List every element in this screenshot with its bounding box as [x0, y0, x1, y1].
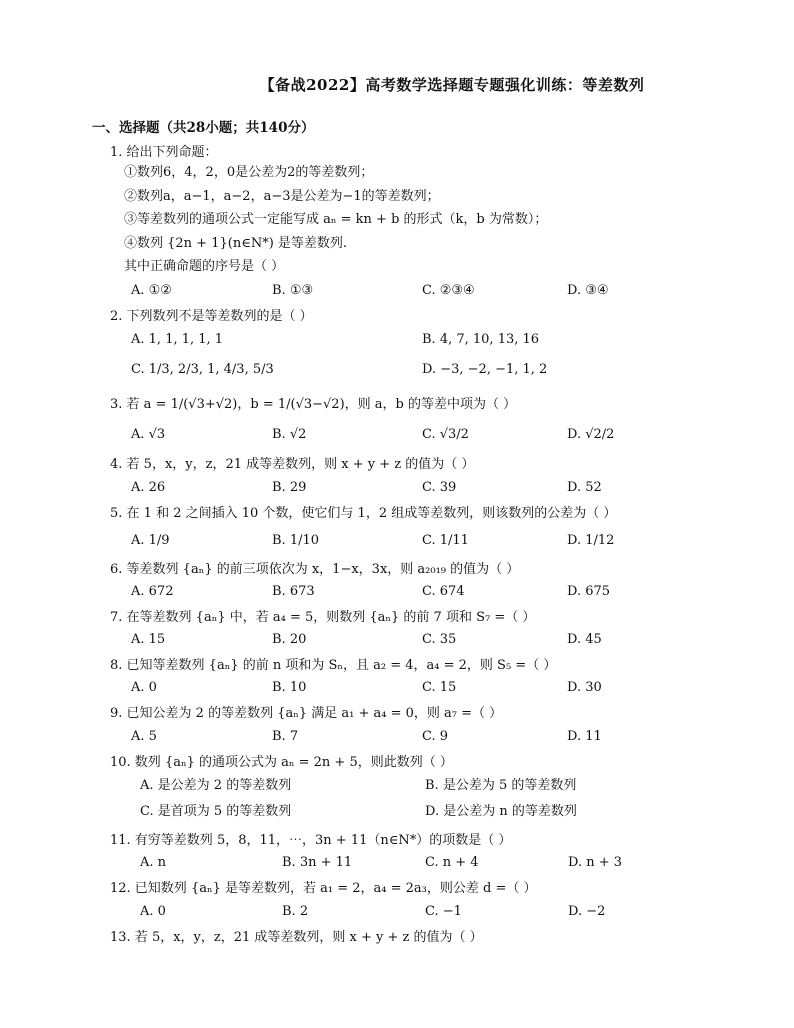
q9-option-c[interactable]: C. 9 [422, 729, 449, 744]
q10-option-c[interactable]: C. 是首项为 5 的等差数列 [140, 804, 292, 819]
q11-option-b[interactable]: B. 3n + 11 [282, 855, 353, 870]
q10-stem: 10. 数列 {aₙ} 的通项公式为 aₙ = 2n + 5，则此数列（ ） [110, 755, 453, 770]
q12-option-b[interactable]: B. 2 [282, 904, 309, 919]
q13-stem: 13. 若 5，x，y，z，21 成等差数列，则 x + y + z 的值为（ ） [110, 930, 483, 945]
q3-option-d[interactable]: D. √2/2 [567, 427, 615, 442]
q1-item-4: ④数列 {2n + 1}(n∈N*) 是等差数列. [124, 236, 348, 251]
q6-option-b[interactable]: B. 673 [272, 584, 315, 599]
q1-ask: 其中正确命题的序号是（ ） [124, 259, 285, 274]
q11-option-a[interactable]: A. n [140, 855, 167, 870]
q7-option-c[interactable]: C. 35 [422, 632, 457, 647]
q7-stem: 7. 在等差数列 {aₙ} 中，若 a₄ = 5，则数列 {aₙ} 的前 7 项和 S₇ =（ ） [110, 610, 536, 625]
q8-option-c[interactable]: C. 15 [422, 680, 457, 695]
q5-option-a[interactable]: A. 1/9 [131, 533, 170, 548]
q1-item-3: ③等差数列的通项公式一定能写成 aₙ = kn + b 的形式（k，b 为常数）； [124, 212, 548, 227]
q7-option-a[interactable]: A. 15 [131, 632, 166, 647]
q4-stem: 4. 若 5，x，y，z，21 成等差数列，则 x + y + z 的值为（ ） [110, 457, 475, 472]
q5-option-b[interactable]: B. 1/10 [272, 533, 320, 548]
q5-stem: 5. 在 1 和 2 之间插入 10 个数，使它们与 1，2 组成等差数列，则该数列的公差为（ ） [110, 506, 617, 521]
q10-option-b[interactable]: B. 是公差为 5 的等差数列 [425, 778, 577, 793]
q9-option-d[interactable]: D. 11 [567, 729, 602, 744]
q4-option-a[interactable]: A. 26 [131, 480, 166, 495]
q1-option-b[interactable]: B. ①③ [272, 283, 314, 298]
q3-option-a[interactable]: A. √3 [131, 427, 166, 442]
q11-option-c[interactable]: C. n + 4 [425, 855, 479, 870]
q1-option-d[interactable]: D. ③④ [567, 283, 609, 298]
q11-option-d[interactable]: D. n + 3 [568, 855, 623, 870]
q3-option-c[interactable]: C. √3/2 [422, 427, 469, 442]
q5-option-c[interactable]: C. 1/11 [422, 533, 469, 548]
q4-option-b[interactable]: B. 29 [272, 480, 307, 495]
q2-option-a[interactable]: A. 1, 1, 1, 1, 1 [131, 332, 224, 347]
q7-option-d[interactable]: D. 45 [567, 632, 602, 647]
q8-option-a[interactable]: A. 0 [131, 680, 157, 695]
q6-option-a[interactable]: A. 672 [131, 584, 174, 599]
q9-stem: 9. 已知公差为 2 的等差数列 {aₙ} 满足 a₁ + a₄ = 0，则 a₇ =（ ） [110, 706, 503, 721]
q12-option-d[interactable]: D. −2 [568, 904, 606, 919]
q6-option-d[interactable]: D. 675 [567, 584, 611, 599]
q8-stem: 8. 已知等差数列 {aₙ} 的前 n 项和为 Sₙ，且 a₂ = 4，a₄ = 2，则 S₅ =（ ） [110, 658, 557, 673]
q10-option-a[interactable]: A. 是公差为 2 的等差数列 [140, 778, 292, 793]
q6-option-c[interactable]: C. 674 [422, 584, 465, 599]
q1-item-1: ①数列6，4，2，0是公差为2的等差数列； [124, 165, 374, 180]
q10-option-d[interactable]: D. 是公差为 n 的等差数列 [425, 804, 577, 819]
q9-option-b[interactable]: B. 7 [272, 729, 299, 744]
q9-option-a[interactable]: A. 5 [131, 729, 157, 744]
q11-stem: 11. 有穷等差数列 5，8，11，⋯，3n + 11（n∈N*）的项数是（ ） [110, 833, 512, 848]
q2-option-b[interactable]: B. 4, 7, 10, 13, 16 [422, 332, 540, 347]
q8-option-d[interactable]: D. 30 [567, 680, 602, 695]
q7-option-b[interactable]: B. 20 [272, 632, 307, 647]
q4-option-d[interactable]: D. 52 [567, 480, 602, 495]
section-heading: 一、选择题（共28小题；共140分） [92, 120, 315, 136]
q2-option-d[interactable]: D. −3, −2, −1, 1, 2 [422, 362, 548, 377]
q8-option-b[interactable]: B. 10 [272, 680, 307, 695]
q1-option-a[interactable]: A. ①② [131, 283, 172, 298]
q3-stem: 3. 若 a = 1/(√3+√2)，b = 1/(√3−√2)，则 a，b 的等差中项为（ ） [110, 397, 517, 412]
q5-option-d[interactable]: D. 1/12 [567, 533, 615, 548]
q2-option-c[interactable]: C. 1/3, 2/3, 1, 4/3, 5/3 [131, 362, 274, 377]
q1-stem: 1. 给出下列命题： [110, 145, 218, 160]
document-title: 【备战2022】高考数学选择题专题强化训练：等差数列 [259, 76, 645, 94]
q1-item-2: ②数列a，a−1，a−2，a−3是公差为−1的等差数列； [124, 189, 440, 204]
q1-option-c[interactable]: C. ②③④ [422, 283, 475, 298]
q4-option-c[interactable]: C. 39 [422, 480, 457, 495]
q6-stem: 6. 等差数列 {aₙ} 的前三项依次为 x，1−x，3x，则 a₂₀₁₉ 的值为（ ） [110, 562, 520, 577]
q2-stem: 2. 下列数列不是等差数列的是（ ） [110, 309, 313, 324]
q12-option-c[interactable]: C. −1 [425, 904, 462, 919]
q3-option-b[interactable]: B. √2 [272, 427, 307, 442]
q12-option-a[interactable]: A. 0 [140, 904, 166, 919]
q12-stem: 12. 已知数列 {aₙ} 是等差数列，若 a₁ = 2，a₄ = 2a₃，则公差 d =（ ） [110, 881, 537, 896]
